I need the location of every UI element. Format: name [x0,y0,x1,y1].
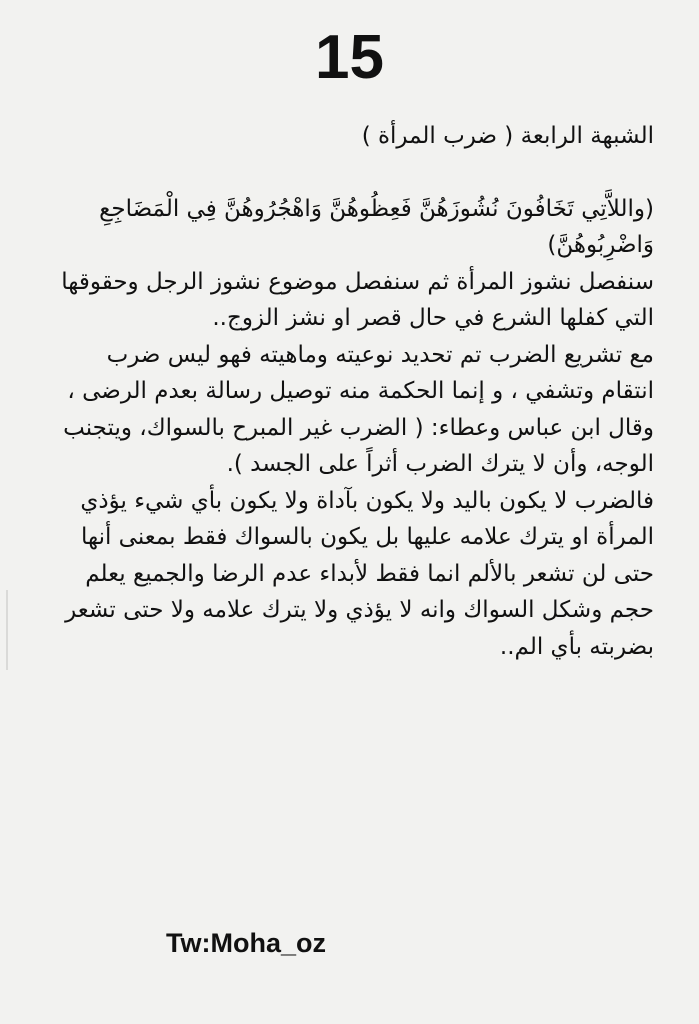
paragraph: مع تشريع الضرب تم تحديد نوعيته وماهيته فهو ليس ضرب انتقام وتشفي ، و إنما الحكمة منه توصيل رسالة بعدم الرضى ، وقال ابن عباس وعطاء: ( الضرب غير المبرح بالسواك، ويتجنب الوجه، وأن لا يترك الضرب أثراً على الجسد ). [63,341,654,477]
section-title: الشبهة الرابعة ( ضرب المرأة ) [361,123,654,149]
scroll-edge-mark [6,590,8,670]
twitter-handle: Tw:Moha_oz [166,928,326,958]
paragraph: سنفصل نشوز المرأة ثم سنفصل موضوع نشوز الرجل وحقوقها التي كفلها الشرع في حال قصر او نشز الزوج.. [61,268,654,331]
page-number: 15 [315,23,384,92]
article-body [56,118,654,665]
quran-verse: (واللاَّتِي تَخَافُونَ نُشُوزَهُنَّ فَعِظُوهُنَّ وَاهْجُرُوهُنَّ فِي الْمَضَاجِعِ وَاضْرِبُوهُنَّ) [99,195,654,258]
paragraph: فالضرب لا يكون باليد ولا يكون بآداة ولا يكون بأي شيء يؤذي المرأة او يترك علامه عليها بل يكون بالسواك فقط بمعنى أنها حتى لن تشعر بالألم انما فقط لأبداء عدم الرضا والجميع يعلم حجم وشكل السواك وانه لا يؤذي ولا يترك علامه ولا حتى تشعر بضربته بأي الم.. [65,487,654,660]
